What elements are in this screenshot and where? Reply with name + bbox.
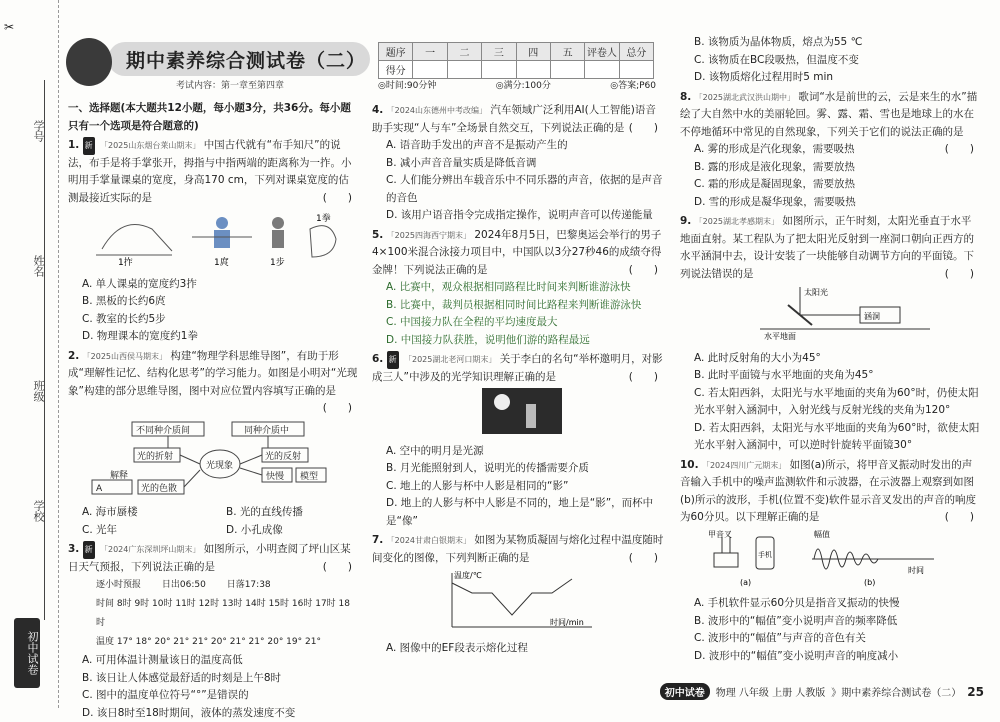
score-cell: [619, 61, 653, 79]
svg-text:解释: 解释: [110, 470, 129, 481]
class-label: 班级: [32, 380, 45, 402]
svg-text:1步: 1步: [270, 258, 285, 268]
name-label: 姓名: [32, 255, 45, 277]
svg-text:1拳: 1拳: [316, 214, 331, 224]
score-cell: [413, 61, 447, 79]
section-heading: 一、选择题(本大题共12小题，每小题3分，共36分。每小题只有一个选项是符合题意的): [68, 102, 351, 132]
binding-strip: [0, 0, 59, 708]
score-cell: [447, 61, 481, 79]
question-10: 10. 「2024四川广元期末」 如图(a)所示，将甲音叉振动时发出的声音输入手机中的噪声监测软件和示波器，在示波器上观察到如图(b)所示的波形，手机(位置不变)软件显示音叉发出的声音的响度为60分贝。以下理解正确的是 ( ) 甲音叉 手机 幅值 时间 (a) (b) A. 手机软件显示60分贝是指音叉振动的快慢 B. 波形中的“幅值”变小说明声音的频率降低 C. 波形中的“幅值”与声音的音色有关 D. 波形中的“幅值”变小说明声音的响度减小: [680, 458, 977, 662]
exam-header: [66, 38, 654, 92]
school-label: 学校: [32, 500, 45, 522]
exam-scope: 考试内容：第一章至第四章: [176, 81, 285, 91]
cut-line: [44, 80, 45, 620]
new-badge: 新: [387, 351, 399, 369]
svg-text:温度/℃: 温度/℃: [454, 571, 482, 580]
tuning-fork-figure: [694, 529, 944, 587]
svg-text:模型: 模型: [300, 471, 319, 482]
svg-text:时间/min: 时间/min: [550, 618, 584, 627]
svg-text:时间: 时间: [908, 565, 924, 575]
svg-text:幅值: 幅值: [814, 529, 830, 539]
svg-text:光的反射: 光的反射: [265, 451, 302, 462]
student-id-label: 学号: [32, 120, 45, 142]
page-footer: [660, 683, 984, 700]
question-2: 2. 「2025山西侯马期末」 构建“物理学科思维导图”，有助于形成“理解性记忆、结构化思考”的学习能力。如图是小明对“光现象”构建的部分思维导图，图中对应位置内容填写正确的是 ( ) 不同种介质间 同种介质中 光的折射 光现象 光的反射 A 解释 光的色散 快慢 模型 A. 海市蜃楼 B. 光的直线传播 C. 光年 D. 小孔成像: [68, 349, 358, 536]
svg-text:(b): (b): [864, 577, 876, 587]
question-4: 4. 「2024山东德州中考改编」 汽车领域广泛利用AI(人工智能)语音助手实现“人与车”全场景自然交互，下列说法正确的是 ( ) A. 语音助手发出的声音不是振动产生的 B. 减小声音音量实质是降低音调 C. 人们能分辨出车载音乐中不同乐器的声音，依据的是声音的音色 D. 该用户语音指令完成指定操作，说明声音可以传递能量: [372, 104, 663, 221]
score-header-cell: 评卷人: [585, 43, 619, 61]
svg-text:手机: 手机: [758, 550, 772, 559]
question-6: 6. 新 「2025湖北老河口期末」 关于李白的名句“举杯邀明月，对影成三人”中涉及的光学知识理解正确的是 ( ) A. 空中的明月是光源 B. 月光能照射到人，说明光的传播需要介质 C. 地上的人影与杯中人影是相同的“影” D. 地上的人影与杯中人影是不同的，地上是“影”，而杯中是“像”: [372, 351, 664, 530]
footer-exam-name: 》期中素养综合测试卷（二）: [831, 688, 962, 699]
svg-text:(a): (a): [740, 577, 752, 587]
svg-text:同种介质中: 同种介质中: [244, 425, 290, 436]
svg-text:光的色散: 光的色散: [141, 483, 178, 494]
weather-forecast: 逐小时预报 日出06:50 日落17:38 时间 8时 9时 10时 11时 12时 13时 14时 15时 16时 17时 18时 温度 17° 18° 20° 21° 21° 20° 21° 21° 20° 19° 21°: [96, 580, 350, 647]
full-score-label: ◎满分:100分: [495, 81, 551, 91]
score-header-cell: 一: [413, 43, 447, 61]
brand-logo: 初中试卷: [14, 618, 40, 688]
svg-text:光的折射: 光的折射: [137, 451, 174, 462]
mirror-figure: [760, 285, 940, 341]
page-number: 25: [967, 684, 984, 699]
question-8: 8. 「2025湖北武汉洪山期中」 歌词“水是前世的云，云是来生的水”描绘了大自然中水的美丽轮回。雾、露、霜、雪也是地球上的水在不停地循环中常见的自然现象，下列关于它们的说法正确的是 ( ) A. 雾的形成是汽化现象，需要吸热 B. 露的形成是液化现象，需要放热 C. 霜的形成是凝固现象，需要放热 D. 雪的形成是凝华现象，需要吸热: [680, 90, 978, 208]
time-label: ◎时间:90分钟: [378, 81, 437, 91]
svg-text:1拃: 1拃: [118, 258, 133, 268]
hand-measure-figure: [82, 209, 342, 267]
question-5: 5. 「2025四海西宁期末」 2024年8月5日，巴黎奥运会举行的男子4×100米混合泳接力项目中，中国队以3分27秒46的成绩夺得金牌！下列说法正确的是 ( ) A. 比赛中，观众根据相同路程比时间来判断谁游泳快 B. 比赛中，裁判员根据相同时间比路程来判断谁游泳快 C. 中国接力队在全程的平均速度最大 D. 中国接力队获胜，说明他们游的路程最远: [372, 228, 662, 346]
temperature-graph: [432, 569, 602, 631]
question-3: 3. 新 「2024广东深圳坪山期末」 如图所示，小明查阅了坪山区某日天气预报，下列说法正确的是 ( ) 逐小时预报 日出06:50 日落17:38 时间 8时 9时 10时 11时 12时 13时 14时 15时 16时 17时 18时 温度 17° 18° 20° 21° 21° 20° 21° 21° 20° 19° 21° A. 可用体温计测量该日的温度高低 B. 该日让人体感觉最舒适的时刻是上午8时 C. 图中的温度单位符号“°”是错误的 D. 该日8时至18时期间，液体的蒸发速度不变: [68, 541, 358, 722]
mind-map-figure: [82, 420, 332, 496]
score-header-cell: 二: [447, 43, 481, 61]
score-header-cell: 题序: [379, 43, 413, 61]
exam-meta: [378, 78, 656, 91]
score-cell: [516, 61, 550, 79]
column-1: [68, 100, 358, 722]
svg-text:不同种介质间: 不同种介质间: [136, 425, 191, 436]
moon-poem-image: [482, 388, 682, 434]
question-7: 7. 「2024甘肃白银期末」 如图为某物质凝固与熔化过程中温度随时间变化的图像，下列判断正确的是 ( ) 温度/℃ 时间/min A. 图像中的EF段表示熔化过程: [372, 534, 664, 654]
svg-text:光现象: 光现象: [206, 460, 234, 471]
footer-subject: 物理 八年级 上册 人教版: [715, 688, 826, 699]
question-1: 1. 新 「2025山东烟台莱山期末」 中国古代就有“布手知尺”的说法，布手是将手掌张开，拇指与中指两端的距离称为一拃。小明用手掌量课桌的宽度，身高170 cm，下列对课桌宽度的估测最接近实际的是 ( ) 1拃 1庹 1步 1拳 A. 单人课桌的宽度约3拃 B. 黑板的长约6庹 C. 教室的长约5步 D. 物理课本的宽度约1拳: [68, 139, 352, 342]
svg-text:水平地面: 水平地面: [764, 332, 796, 341]
score-table: [378, 42, 654, 79]
score-cell: 得分: [379, 61, 413, 79]
svg-text:快慢: 快慢: [266, 471, 285, 482]
exam-title: 期中素养综合测试卷（二）: [126, 50, 367, 72]
svg-text:涵洞: 涵洞: [864, 312, 880, 321]
new-badge: 新: [83, 541, 95, 559]
column-2: [372, 100, 664, 657]
footer-brand: 初中试卷: [660, 683, 710, 700]
question-9: 9. 「2025湖北孝感期末」 如图所示，正午时刻，太阳光垂直于水平地面直射。某工程队为了把太阳光反射到一座洞口朝向正西方的水平涵洞中去，设计安装了一块能够自动调节方向的平面镜。下列说法错误的是 ( ) 太阳光 涵洞 水平地面 A. 此时反射角的大小为45° B. 此时平面镜与水平地面的夹角为45° C. 若太阳西斜，太阳光与水平地面的夹角为60°时，仍使太阳光水平射入涵洞中，入射光线与反射光线的夹角为120° D. 若太阳西斜，太阳光与水平地面的夹角为60°时，欲使太阳光水平射入涵洞中，可以逆时针旋转平面镜30°: [680, 215, 980, 451]
svg-text:太阳光: 太阳光: [804, 288, 828, 297]
score-cell: [482, 61, 516, 79]
score-header-cell: 五: [550, 43, 584, 61]
moon-icon: [494, 394, 510, 410]
svg-text:1庹: 1庹: [214, 258, 229, 268]
mascot-icon: [66, 38, 112, 86]
svg-text:甲音叉: 甲音叉: [708, 529, 732, 539]
svg-text:A: A: [96, 483, 103, 494]
score-cell: [550, 61, 584, 79]
column-3: B. 该物质为晶体物质，熔点为55 ℃ C. 该物质在BC段吸热，但温度不变 D. 该物质熔化过程用时5 min 8. 「2025湖北武汉洪山期中」 歌词“水是前世的云，云是来生的水”描绘了大自然中水的美丽轮回。雾、露、霜、雪也是地球上的水在不停地循环中常见的自然现象，下列关于它们的说法正确的是 ( ) A. 雾的形成是汽化现象，需要吸热 B. 露的形成是液化现象，需要放热 C. 霜的形成是凝固现象，需要放热 D. 雪的形成是凝华现象，需要吸热 9. 「2025湖北孝感期末」 如图所示，正午时刻，太阳光垂直于水平地面直射。某工程队为了把太阳光反射到一座洞口朝向正西方的水平涵洞中去，设计安装了一块能够自动调节方向的平面镜。下列说法错误的是 ( ) 太阳光 涵洞 水平地面 A. 此时反射角的大小为45° B. 此时平面镜与水平地面的夹角为45° C. 若太阳西斜，太阳光与水平地面的夹角为60°时，仍使太阳光水平射入涵洞中，入射光线与反射光线的夹角为120° D. 若太阳西斜，太阳光与水平地面的夹角为60°时，欲使太阳光水平射入涵洞中，可以逆时针旋转平面镜30° 10. 「2024四川广元期末」 如图(a)所示，将甲音叉振动时发出的声音输入手机中的噪声监测软件和示波器，在示波器上观察到如图(b)所示的波形，手机(位置不变)软件显示音叉发出的声音的响度为60分贝。以下理解正确的是 ( ) 甲音叉 手机 幅值 时间 (a) (b) A. 手机软件显示60分贝是指音叉振动的快慢 B. 波形中的“幅值”变小说明声音的频率降低 C. 波形中的“幅值”与声音的音色有关 D. 波形中的“幅值”变小说明声音的响度减小: [680, 34, 980, 665]
answer-page-label: ◎答案;P60: [610, 81, 656, 91]
score-header-cell: 总分: [619, 43, 653, 61]
scissor-icon: ✂: [4, 20, 15, 34]
score-header-cell: 三: [482, 43, 516, 61]
new-badge: 新: [83, 137, 95, 155]
score-header-cell: 四: [516, 43, 550, 61]
score-cell: [585, 61, 619, 79]
